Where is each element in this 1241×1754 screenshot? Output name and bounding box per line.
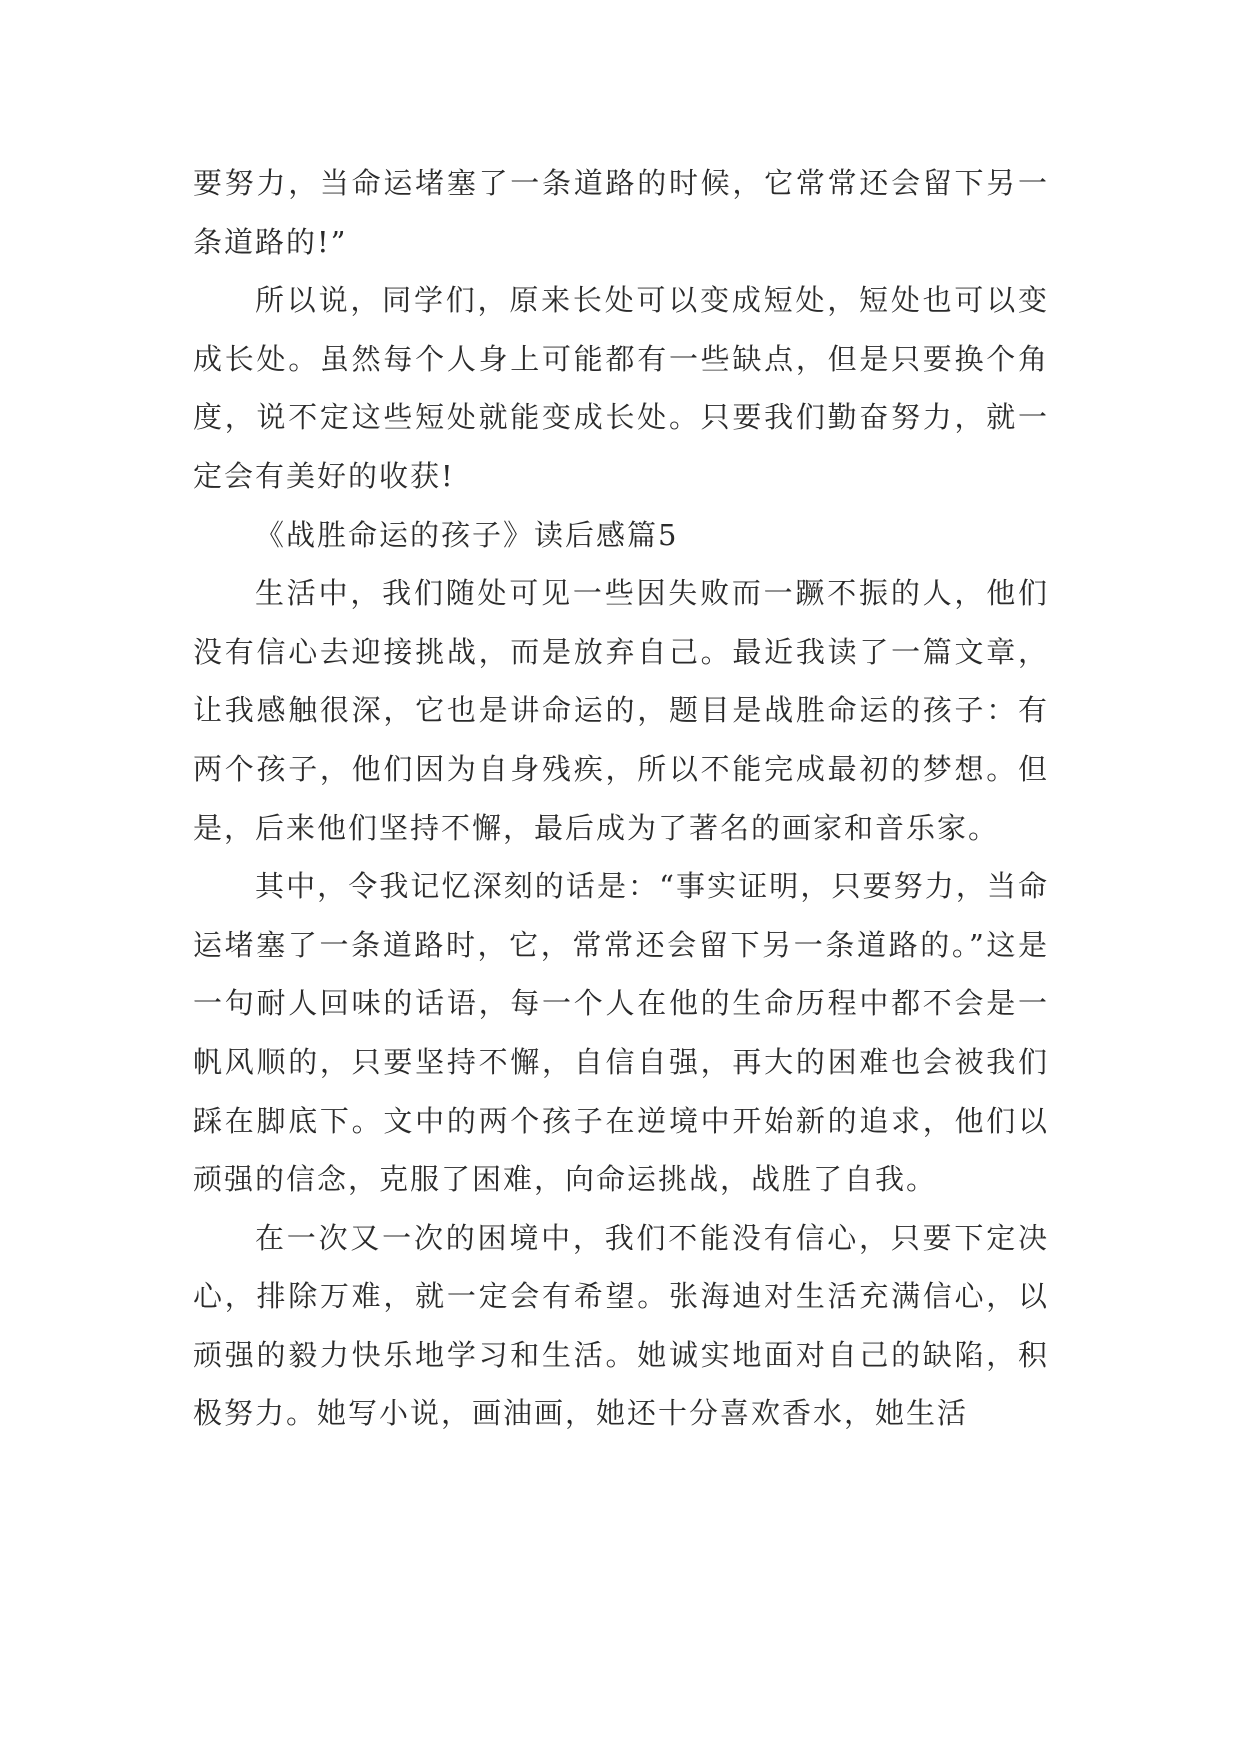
- document-body: [193, 154, 1049, 1443]
- section-heading: 《战胜命运的孩子》读后感篇5: [255, 517, 679, 552]
- paragraph-conclusion: 所以说，同学们，原来长处可以变成短处，短处也可以变成长处。虽然每个人身上可能都有一些缺点，但是只要换个角度，说不定这些短处就能变成长处。只要我们勤奋努力，就一定会有美好的收获!: [193, 283, 1049, 493]
- paragraph-continuation: 要努力，当命运堵塞了一条道路的时候，它常常还会留下另一条道路的!”: [193, 166, 1049, 259]
- paragraph-quote: 其中，令我记忆深刻的话是：“事实证明，只要努力，当命运堵塞了一条道路时，它，常常还会留下另一条道路的。”这是一句耐人回味的话语，每一个人在他的生命历程中都不会是一帆风顺的，只要坚持不懈，自信自强，再大的困难也会被我们踩在脚底下。文中的两个孩子在逆境中开始新的追求，他们以顽强的信念，克服了困难，向命运挑战，战胜了自我。: [193, 869, 1049, 1197]
- paragraph-example: 在一次又一次的困境中，我们不能没有信心，只要下定决心，排除万难，就一定会有希望。张海迪对生活充满信心，以顽强的毅力快乐地学习和生活。她诚实地面对自己的缺陷，积极努力。她写小说，画油画，她还十分喜欢香水，她生活: [193, 1220, 1049, 1431]
- paragraph-intro: 生活中，我们随处可见一些因失败而一蹶不振的人，他们没有信心去迎接挑战，而是放弃自己。最近我读了一篇文章，让我感触很深，它也是讲命运的，题目是战胜命运的孩子：有两个孩子，他们因为自身残疾，所以不能完成最初的梦想。但是，后来他们坚持不懈，最后成为了著名的画家和音乐家。: [193, 576, 1049, 845]
